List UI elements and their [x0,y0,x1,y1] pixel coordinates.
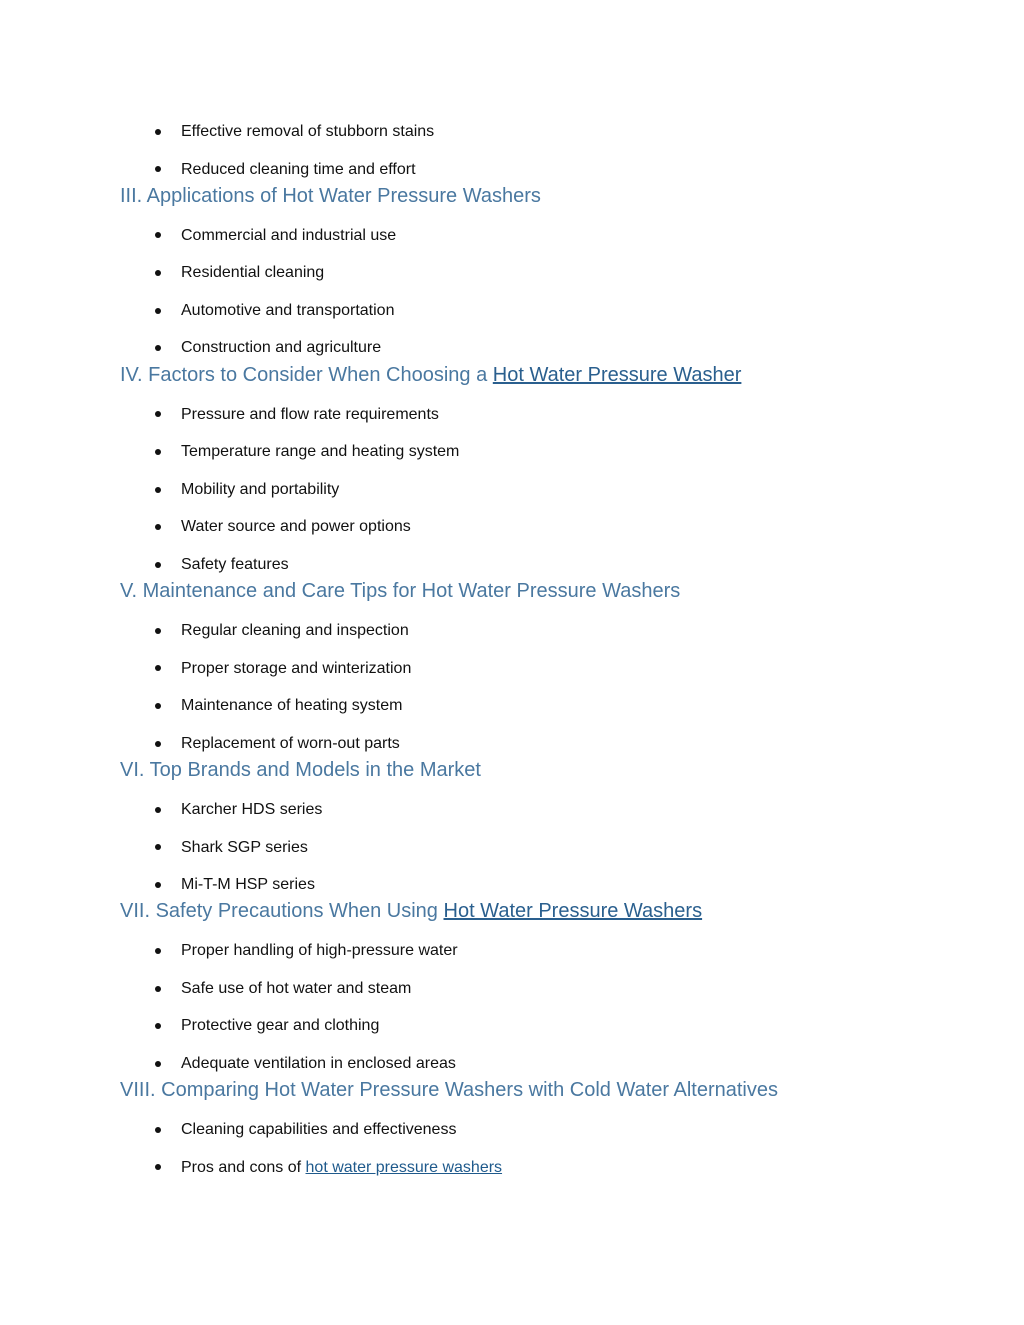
bullet-icon [153,433,163,471]
list-item-text: Water source and power options [181,518,411,536]
list-item [0,1111,1024,1149]
list-item-text: Safe use of hot water and steam [181,979,412,997]
list-item-text-container [181,396,439,434]
list-item-text: Proper handling of high-pressure water [181,942,458,960]
list-item-text: Mobility and portability [181,480,340,498]
list-item-text-container [181,791,322,829]
section-heading [0,758,1024,791]
list-item-text: Shark SGP series [181,838,308,856]
list-item-text-container [181,932,458,970]
bullet-icon [153,829,163,867]
section-heading-text [120,360,741,390]
section-heading [0,1079,1024,1111]
list-item-text: Temperature range and heating system [181,443,460,461]
bullet-icon [153,687,163,725]
list-item-text: Commercial and industrial use [181,226,397,244]
bullet-icon [153,254,163,292]
list-item-text: Proper storage and winterization [181,659,412,677]
bullet-icon [153,1007,163,1045]
section-heading [0,184,1024,217]
list-item-text: Karcher HDS series [181,800,323,818]
list-item-text: Safety features [181,555,289,573]
heading-link[interactable]: Hot Water Pressure Washers [443,900,703,923]
heading-label: V. Maintenance and Care Tips for Hot Water Pressure Washers [120,580,681,603]
list-item-text: Maintenance of heating system [181,697,403,715]
list-item-text-container [181,113,434,151]
list-item-text-container [181,292,394,330]
bullet-icon [153,396,163,434]
list-item [0,508,1024,546]
list-item [0,217,1024,255]
bullet-icon [153,471,163,509]
list-item-text-container [181,612,409,650]
list-item-text-container [181,687,402,725]
list-item [0,1149,1024,1187]
list-item-text: Protective gear and clothing [181,1017,380,1035]
heading-label: IV. Factors to Consider When Choosing a [120,363,493,386]
list-item-text-container [181,217,396,255]
bullet-icon [153,970,163,1008]
list-item [0,612,1024,650]
list-item [0,970,1024,1008]
list-item-text-container [181,254,324,292]
heading-label: VIII. Comparing Hot Water Pressure Washers with Cold Water Alternatives [120,1079,778,1102]
section-heading-text [120,896,702,926]
bullet-icon [153,791,163,829]
list-item [0,791,1024,829]
heading-label: VII. Safety Precautions When Using [120,900,444,923]
document-content [0,113,1024,1186]
section-heading-text [120,1075,778,1105]
heading-link[interactable]: Hot Water Pressure Washer [492,363,742,386]
bullet-icon [153,1149,163,1187]
heading-label: VI. Top Brands and Models in the Market [120,758,481,781]
list-item-text: Construction and agriculture [181,339,382,357]
list-item-text-container [181,1149,502,1187]
list-item-text: Mi-T-M HSP series [181,876,315,894]
bullet-icon [153,1111,163,1149]
section-heading-text [120,181,541,211]
list-item-text-container [181,829,308,867]
list-item [0,471,1024,509]
list-item [0,932,1024,970]
list-item-text: Adequate ventilation in enclosed areas [181,1054,456,1072]
list-item [0,650,1024,688]
list-item-text: Automotive and transportation [181,301,395,319]
list-item-text: Replacement of worn-out parts [181,734,400,752]
list-item-text-container [181,471,339,509]
list-item-text-container [181,1007,379,1045]
bullet-icon [153,508,163,546]
list-item [0,433,1024,471]
list-item-text: Pressure and flow rate requirements [181,405,439,423]
list-item [0,254,1024,292]
list-item [0,1007,1024,1045]
bullet-icon [153,217,163,255]
section-heading-text [120,755,481,785]
bullet-icon [153,113,163,151]
section-heading [0,363,1024,396]
list-item-text-container [181,970,411,1008]
list-item [0,687,1024,725]
list-item [0,292,1024,330]
list-item-text: Residential cleaning [181,264,325,282]
bullet-icon [153,292,163,330]
list-item-text-container [181,650,411,688]
bullet-icon [153,650,163,688]
bullet-icon [153,612,163,650]
list-item-text: Pros and cons of [181,1158,306,1176]
list-item-text: Effective removal of stubborn stains [181,123,435,140]
list-item-text: Cleaning capabilities and effectiveness [181,1121,457,1139]
list-item-text: Reduced cleaning time and effort [181,160,416,178]
list-item-link[interactable]: hot water pressure washers [305,1158,503,1176]
list-item [0,829,1024,867]
list-item-text: Regular cleaning and inspection [181,622,409,640]
list-item [0,396,1024,434]
heading-label: III. Applications of Hot Water Pressure Washers [120,184,541,207]
list-item [0,113,1024,151]
section-heading [0,580,1024,612]
list-item-text-container [181,1111,456,1149]
bullet-icon [153,932,163,970]
section-heading [0,900,1024,932]
list-item-text-container [181,508,411,546]
section-heading-text [120,576,680,606]
list-item-text-container [181,433,459,471]
